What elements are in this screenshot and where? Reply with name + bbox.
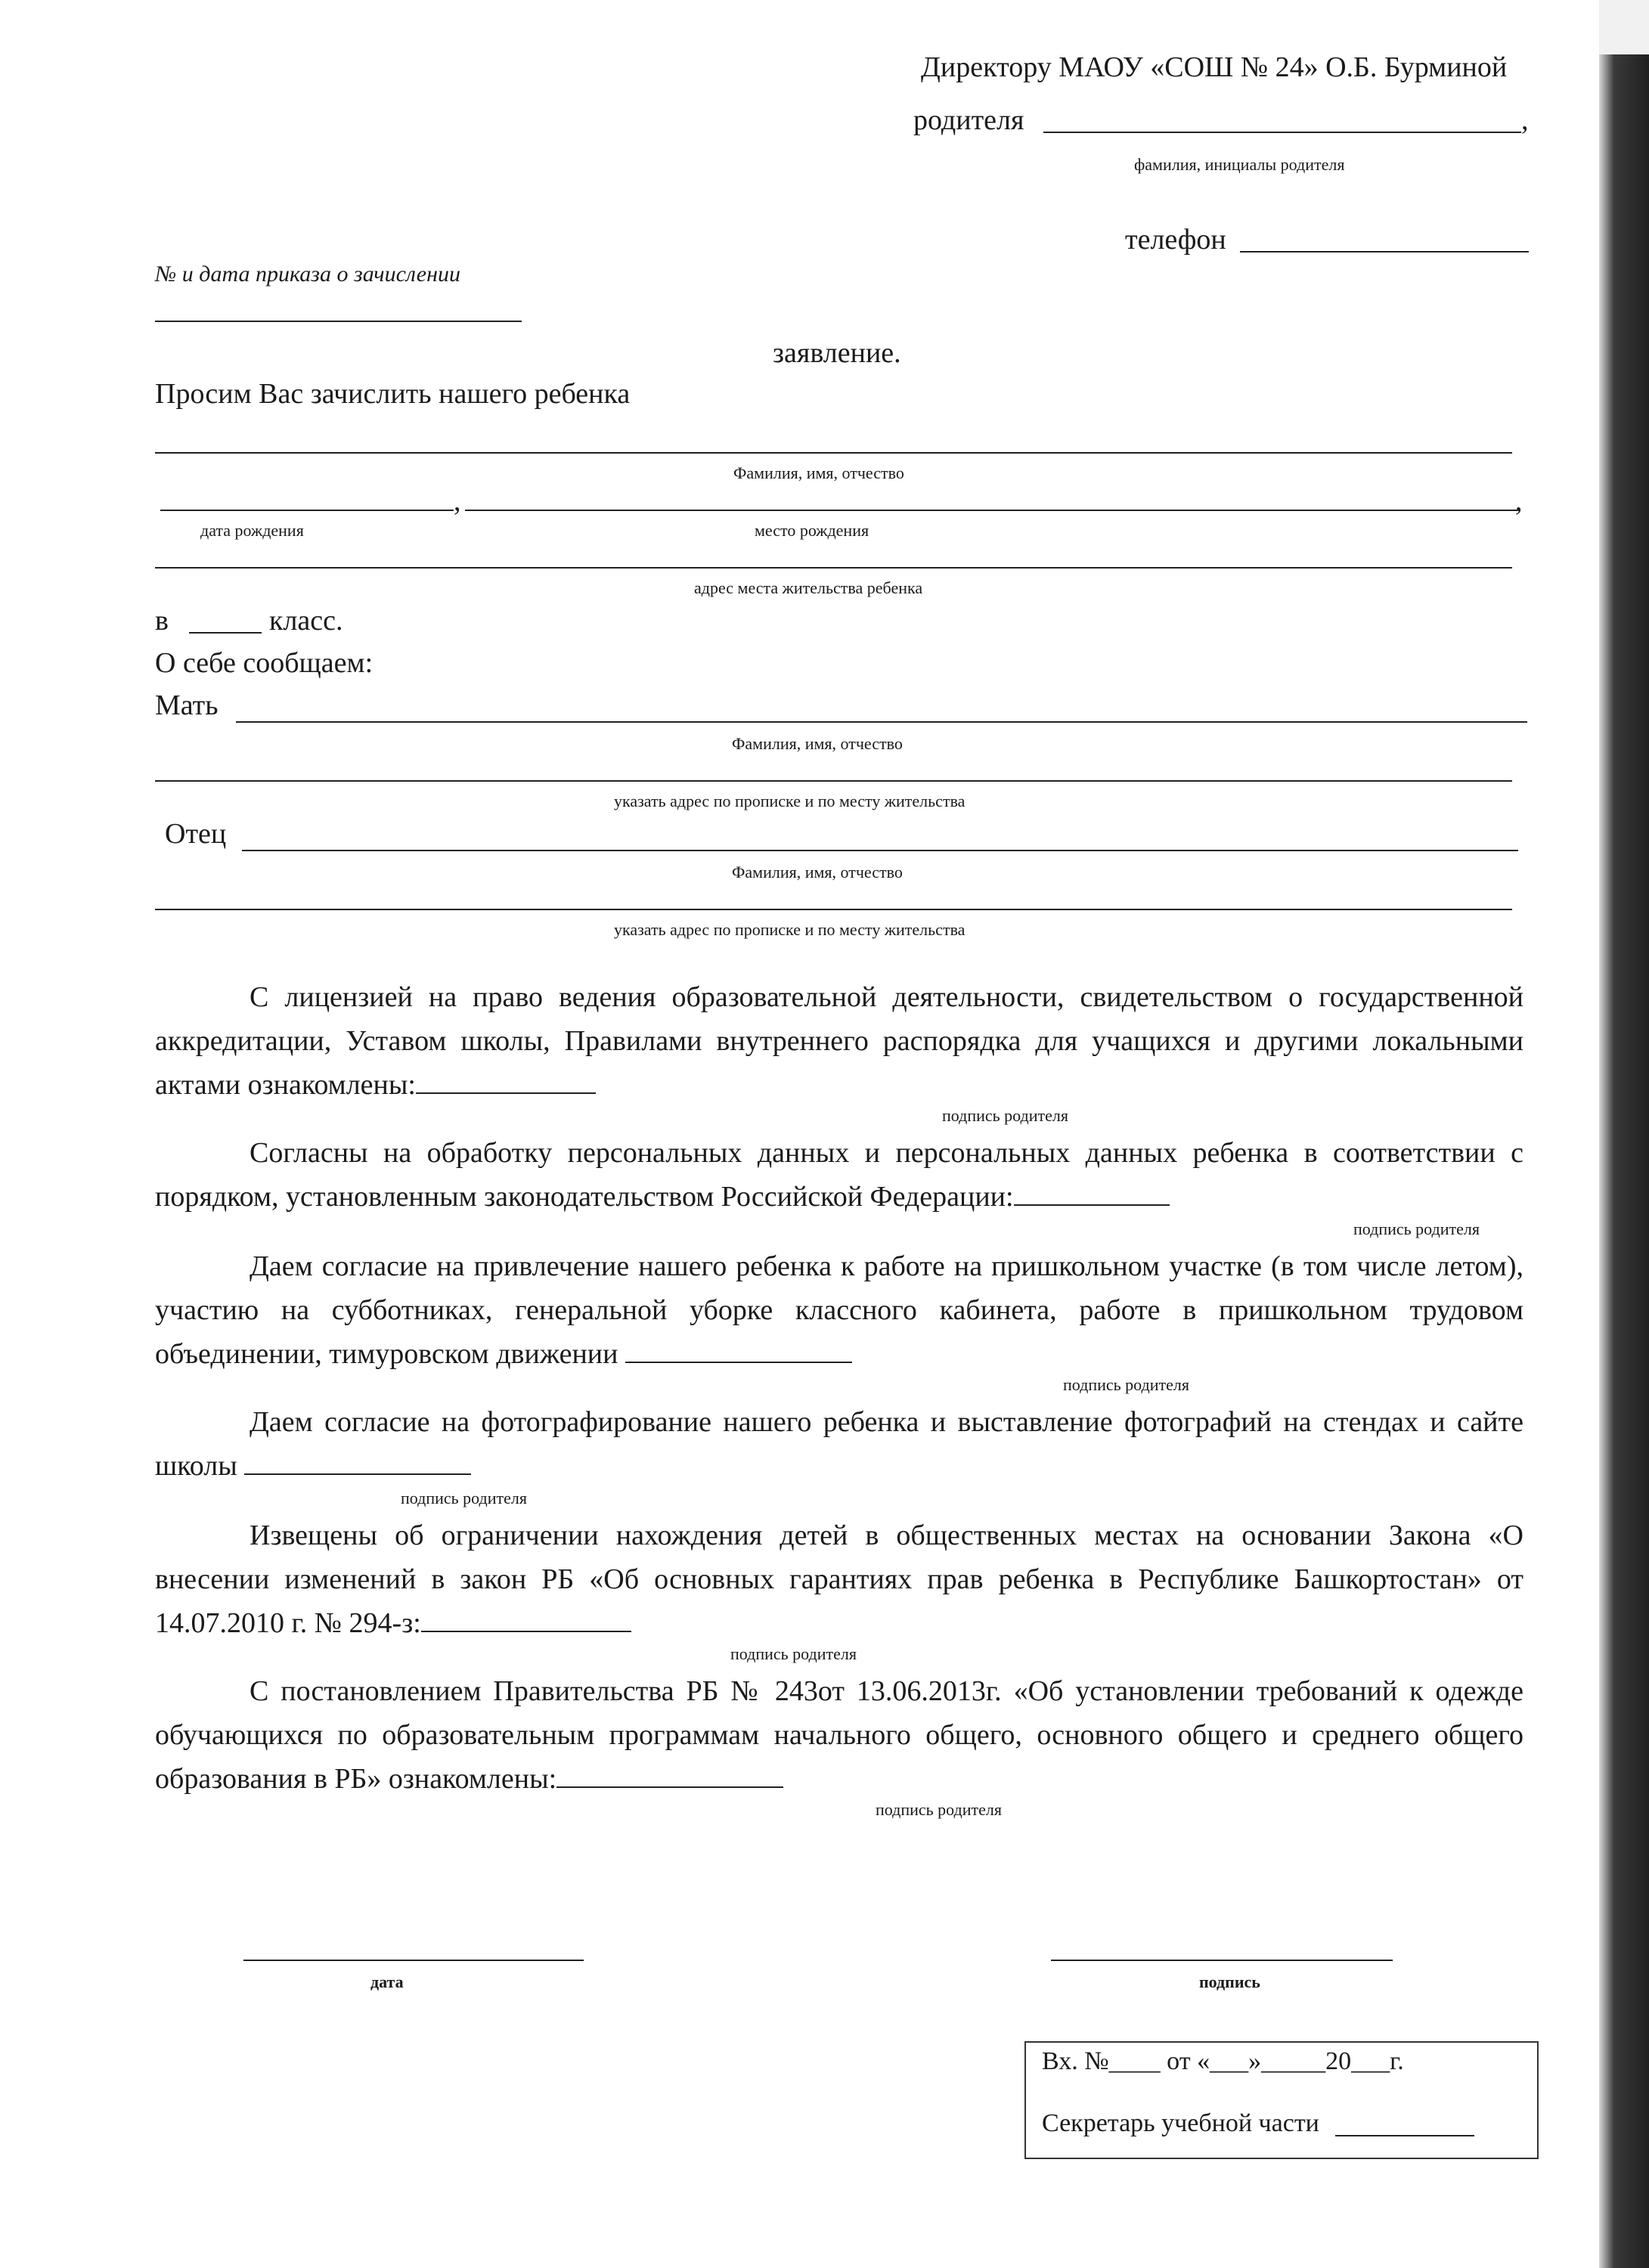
signature-field[interactable] [1051, 1960, 1393, 1961]
class-prefix: в [155, 605, 169, 637]
class-suffix: класс. [269, 605, 343, 637]
order-field[interactable] [155, 321, 522, 322]
registration-number-line: Вх. №____ от «___»_____20___г. [1042, 2047, 1404, 2075]
labor-text: Даем согласие на привлечение нашего ребенка к работе на пришкольном участке (в том числе летом), участию на субботниках, генеральной уборке классного кабинета, работе в пришкольном трудовом объединении, тимуровском движении [155, 1250, 1523, 1370]
license-signature-field[interactable] [416, 1070, 596, 1094]
father-fio-field[interactable] [242, 850, 1518, 851]
scan-edge-shadow [1599, 0, 1649, 2268]
father-label: Отец [165, 818, 227, 850]
personal-data-signature-field[interactable] [1014, 1182, 1170, 1206]
license-paragraph [155, 975, 1523, 1107]
father-fio-caption: Фамилия, имя, отчество [732, 863, 903, 881]
personal-data-signature-caption: подпись родителя [1353, 1219, 1480, 1238]
signature-caption: подпись [1199, 1972, 1260, 1991]
clothing-text: С постановлением Правительства РБ № 243от 13.06.2013г. «Об установлении требований к одежде обучающихся по образовательным программам начального общего, основного общего и среднего общего образования в РБ» ознакомлены: [155, 1675, 1523, 1795]
license-text: С лицензией на право ведения образовательной деятельности, свидетельством о государственной аккредитации, Уставом школы, Правилами внутреннего распорядка для учащихся и другими локальными актами ознакомлены: [155, 981, 1523, 1101]
parent-name-field[interactable] [1043, 132, 1521, 133]
parent-trailing-comma: , [1521, 104, 1529, 136]
date-caption: дата [370, 1972, 404, 1991]
birth-place-field[interactable] [465, 510, 1520, 511]
clothing-signature-caption: подпись родителя [876, 1800, 1002, 1819]
photo-signature-field[interactable] [244, 1451, 471, 1475]
labor-signature-field[interactable] [625, 1339, 852, 1363]
parent-label: родителя [913, 104, 1024, 136]
secretary-signature-field[interactable] [1335, 2135, 1474, 2136]
mother-address-caption: указать адрес по прописке и по месту жительства [614, 792, 966, 810]
license-signature-caption: подпись родителя [942, 1106, 1068, 1125]
date-field[interactable] [243, 1960, 584, 1961]
parent-caption: фамилия, инициалы родителя [1134, 155, 1345, 174]
clothing-signature-field[interactable] [556, 1764, 783, 1788]
addressee: Директору МАОУ «СОШ № 24» О.Б. Бурминой [921, 51, 1508, 83]
photo-text: Даем согласие на фотографирование нашего ребенка и выставление фотографий на стендах и сайте школы [155, 1406, 1523, 1482]
class-field[interactable] [189, 632, 262, 634]
secretary-label: Секретарь учебной части [1042, 2109, 1319, 2137]
photo-signature-caption: подпись родителя [401, 1489, 527, 1507]
birth-date-field[interactable] [160, 510, 454, 511]
father-address-caption: указать адрес по прописке и по месту жительства [614, 920, 966, 939]
request-text: Просим Вас зачислить нашего ребенка [155, 378, 631, 410]
father-address-field[interactable] [155, 909, 1512, 910]
child-fio-field[interactable] [155, 452, 1512, 454]
child-fio-caption: Фамилия, имя, отчество [733, 463, 904, 482]
phone-field[interactable] [1240, 251, 1529, 253]
personal-data-text: Согласны на обработку персональных данных и персональных данных ребенка в соответствии с порядком, установленным законодательством Российской Федерации: [155, 1137, 1523, 1213]
birth-place-caption: место рождения [755, 521, 869, 540]
law-paragraph [155, 1514, 1523, 1645]
mother-fio-caption: Фамилия, имя, отчество [732, 734, 903, 753]
birth-place-comma: , [1515, 485, 1523, 517]
order-note: № и дата приказа о зачислении [155, 262, 460, 287]
law-signature-caption: подпись родителя [730, 1644, 857, 1663]
birth-date-caption: дата рождения [200, 521, 304, 540]
document-title: заявление. [773, 337, 901, 369]
mother-fio-field[interactable] [236, 721, 1527, 723]
labor-signature-caption: подпись родителя [1063, 1375, 1189, 1394]
labor-paragraph [155, 1244, 1523, 1376]
personal-data-paragraph [155, 1131, 1523, 1219]
law-text: Извещены об ограничении нахождения детей в общественных местах на основании Закона «О внесении изменений в закон РБ «Об основных гарантиях прав ребенка в Республике Башкортостан» от 14.07.2010 г. № 294-з: [155, 1520, 1523, 1639]
law-signature-field[interactable] [421, 1608, 631, 1632]
phone-label: телефон [1125, 224, 1226, 256]
mother-label: Мать [155, 689, 219, 721]
child-address-field[interactable] [155, 567, 1512, 569]
scan-edge-top [1599, 0, 1649, 54]
birth-comma: , [454, 485, 461, 517]
clothing-paragraph [155, 1669, 1523, 1801]
mother-address-field[interactable] [155, 780, 1512, 782]
child-address-caption: адрес места жительства ребенка [694, 578, 923, 597]
photo-paragraph [155, 1400, 1523, 1488]
about-heading: О себе сообщаем: [155, 647, 374, 679]
